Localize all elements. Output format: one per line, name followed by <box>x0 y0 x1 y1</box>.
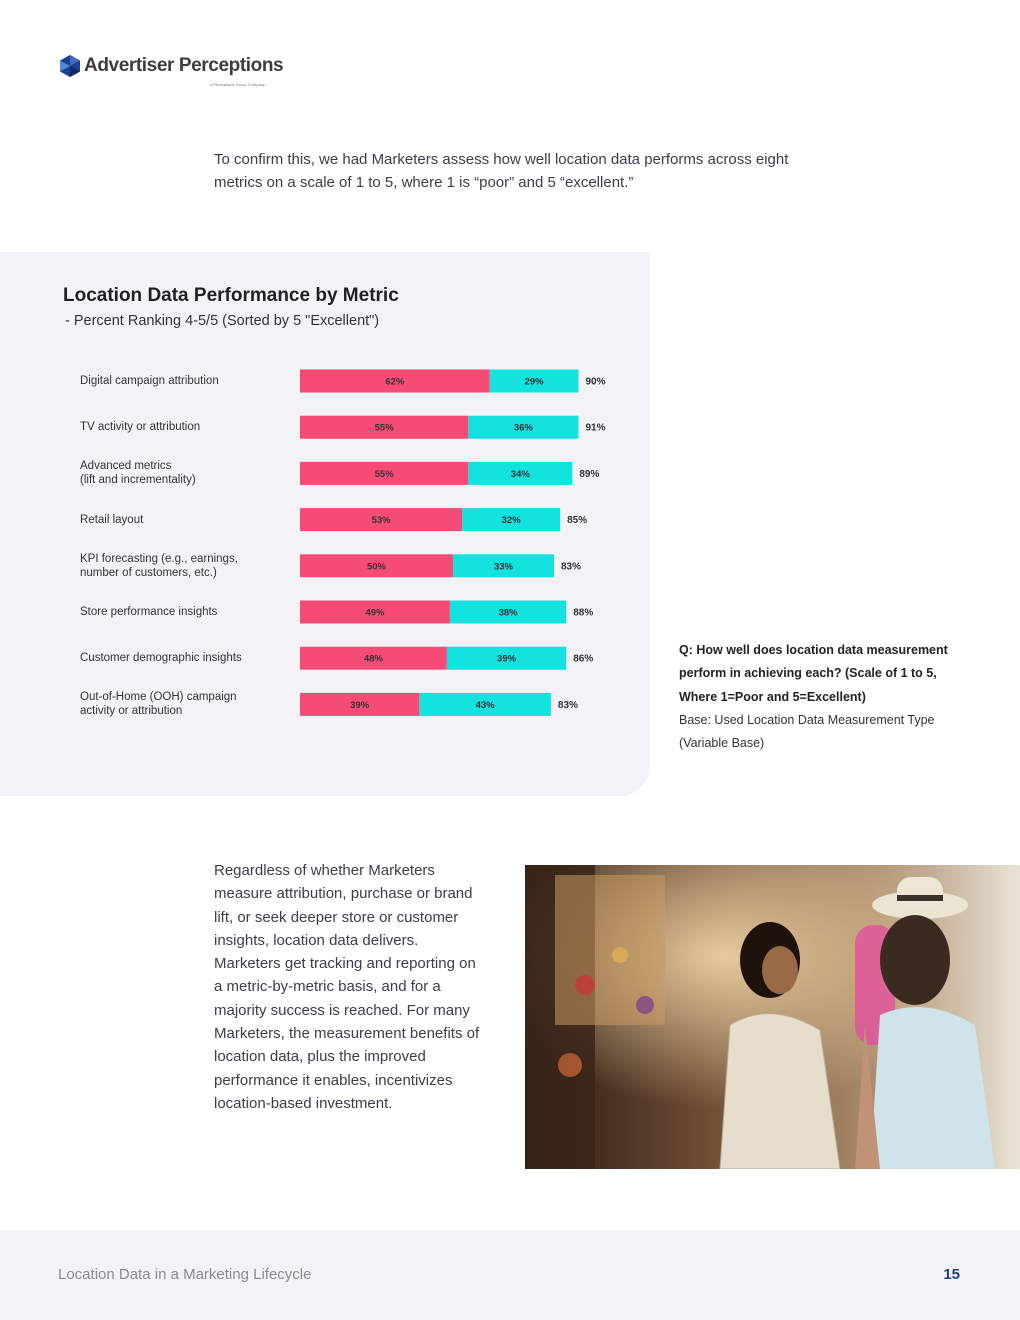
segment-value-label: 48% <box>363 653 383 665</box>
segment-value-label: 36% <box>513 422 533 434</box>
segment-value-label: 55% <box>374 422 394 434</box>
page-footer <box>0 1230 1020 1320</box>
category-label: KPI forecasting (e.g., earnings, number of customers, etc.) <box>80 552 238 579</box>
shopping-women-photo <box>525 865 1020 1169</box>
segment-value-label: 43% <box>475 699 495 711</box>
category-label: Out-of-Home (OOH) campaign activity or attribution <box>80 691 237 718</box>
footer-title: Location Data in a Marketing Lifecycle <box>58 1266 312 1283</box>
segment-value-label: 62% <box>385 376 405 388</box>
category-label: Customer demographic insights <box>80 652 242 665</box>
page-number: 15 <box>943 1266 960 1283</box>
segment-value-label: 50% <box>366 561 387 573</box>
chart-subtitle: - Percent Ranking 4-5/5 (Sorted by 5 "Excellent") <box>65 313 380 329</box>
logo-name: Advertiser Perceptions <box>84 55 284 76</box>
total-value-label: 85% <box>567 515 588 527</box>
chart-category-labels <box>80 362 300 732</box>
total-value-label: 91% <box>585 422 606 434</box>
total-value-label: 83% <box>560 561 581 573</box>
segment-value-label: 39% <box>350 699 370 711</box>
category-label: TV activity or attribution <box>80 421 201 434</box>
segment-value-label: 33% <box>493 561 513 573</box>
segment-value-label: 29% <box>524 376 544 388</box>
total-value-label: 83% <box>557 699 578 711</box>
category-label: Retail layout <box>80 513 144 526</box>
total-value-label: 90% <box>585 376 606 388</box>
total-value-label: 88% <box>573 607 594 619</box>
intro-paragraph: To confirm this, we had Marketers assess how well location data performs across eight metrics on a scale of 1 to 5, where 1 is “poor” and 5 “excellent.” <box>214 151 789 191</box>
total-value-label: 89% <box>579 468 600 480</box>
total-value-label: 86% <box>573 653 594 665</box>
logo-tagline: a Perceptions Group Company <box>210 82 265 87</box>
segment-value-label: 38% <box>498 607 518 619</box>
survey-question-note <box>679 639 969 755</box>
survey-base: Base: Used Location Data Measurement Type (Variable Base) <box>679 712 935 751</box>
category-label: Advanced metrics (lift and incrementality) <box>80 460 196 487</box>
survey-question: Q: How well does location data measurement perform in achieving each? (Scale of 1 to 5, Where 1=Poor and 5=Excellent) <box>679 643 948 704</box>
category-label: Digital campaign attribution <box>80 375 219 387</box>
body-paragraph: Regardless of whether Marketers measure attribution, purchase or brand lift, or seek deeper store or customer insights, location data delivers. Marketers get tracking and reporting on a metric-by-metric basis, and for a majority success is reached. For many Marketers, the measurement benefits of location data, plus the improved performance it enables, incentivizes location-based investment. <box>214 862 480 1112</box>
segment-value-label: 32% <box>501 515 521 527</box>
category-label: Store performance insights <box>80 606 218 618</box>
segment-value-label: 39% <box>497 653 517 665</box>
hexagon-logo-icon <box>60 55 80 77</box>
stacked-bar-chart <box>290 360 630 730</box>
brand-logo <box>60 53 284 87</box>
logo-wordmark <box>84 55 284 87</box>
segment-value-label: 49% <box>365 607 385 619</box>
chart-title: Location Data Performance by Metric <box>63 285 399 306</box>
segment-value-label: 53% <box>371 515 391 527</box>
segment-value-label: 55% <box>374 468 394 480</box>
segment-value-label: 34% <box>510 468 530 480</box>
